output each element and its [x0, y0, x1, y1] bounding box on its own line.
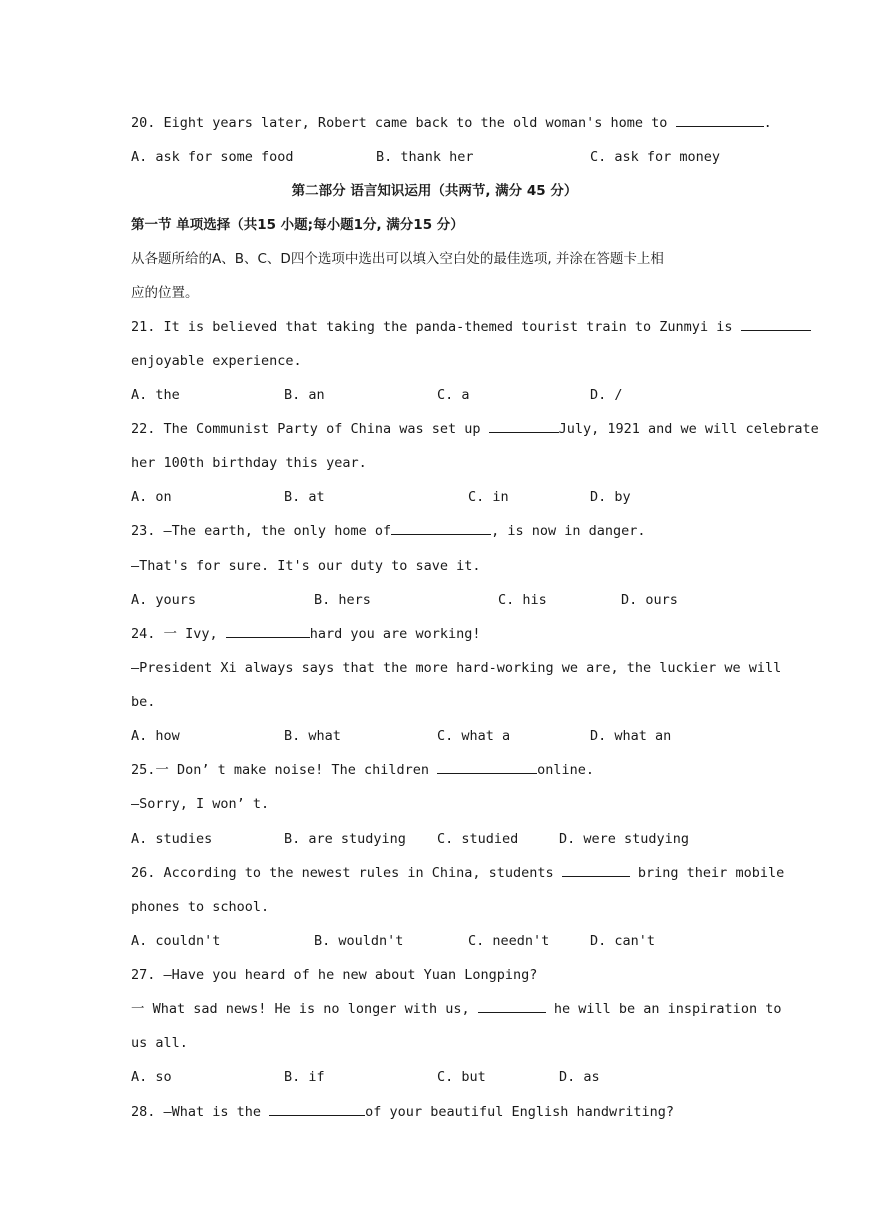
- q20-text: 20. Eight years later, Robert came back to the old woman's home to: [131, 115, 676, 131]
- question-22: 22. The Communist Party of China was set up July, 1921 and we will celebrate: [131, 421, 819, 437]
- answer-blank: [741, 318, 811, 331]
- q23-option-c: C. his: [498, 592, 547, 608]
- q21-option-c: C. a: [437, 387, 470, 403]
- answer-blank: [437, 761, 537, 774]
- answer-blank: [562, 864, 630, 877]
- q25-option-a: A. studies: [131, 831, 213, 847]
- q20-option-a: A. ask for some food: [131, 149, 294, 165]
- q21-line2: enjoyable experience.: [131, 353, 302, 369]
- q21-option-a: A. the: [131, 387, 180, 403]
- q23-option-b: B. hers: [314, 592, 371, 608]
- q23-line2: —That's for sure. It's our duty to save it.: [131, 558, 481, 574]
- section1-title: 第一节 单项选择（共15 小题;每小题1分, 满分15 分）: [131, 217, 464, 233]
- q23-option-d: D. ours: [621, 592, 678, 608]
- question-20: 20. Eight years later, Robert came back to the old woman's home to .: [131, 115, 772, 131]
- q26-option-a: A. couldn't: [131, 933, 221, 949]
- q21-option-b: B. an: [284, 387, 325, 403]
- q24-option-c: C. what a: [437, 728, 511, 744]
- q26-option-d: D. can't: [590, 933, 656, 949]
- q27-option-a: A. so: [131, 1069, 172, 1085]
- q23-option-a: A. yours: [131, 592, 197, 608]
- q26-option-c: C. needn't: [468, 933, 550, 949]
- q25-line2: —Sorry, I won’ t.: [131, 796, 270, 812]
- q27-option-b: B. if: [284, 1069, 325, 1085]
- q22-option-d: D. by: [590, 489, 631, 505]
- q25-option-b: B. are studying: [284, 831, 406, 847]
- answer-blank: [226, 625, 310, 638]
- answer-blank: [269, 1103, 365, 1116]
- instructions-line2: 应的位置。: [131, 285, 199, 301]
- q22-line2: her 100th birthday this year.: [131, 455, 367, 471]
- q24-option-d: D. what an: [590, 728, 672, 744]
- answer-blank: [391, 522, 491, 535]
- q24-line3: be.: [131, 694, 156, 710]
- q27-line3: us all.: [131, 1035, 188, 1051]
- q26-option-b: B. wouldn't: [314, 933, 404, 949]
- q24-option-a: A. how: [131, 728, 180, 744]
- answer-blank: [676, 114, 764, 127]
- q24-option-b: B. what: [284, 728, 341, 744]
- q21-option-d: D. /: [590, 387, 623, 403]
- q26-line2: phones to school.: [131, 899, 270, 915]
- q25-option-d: D. were studying: [559, 831, 690, 847]
- q27-option-d: D. as: [559, 1069, 600, 1085]
- question-23: 23. —The earth, the only home of , is now in danger.: [131, 523, 646, 539]
- q22-option-a: A. on: [131, 489, 172, 505]
- question-24: 24. 一 Ivy, hard you are working!: [131, 626, 481, 642]
- instructions-line1: 从各题所给的A、B、C、D四个选项中选出可以填入空白处的最佳选项, 并涂在答题卡上相: [131, 251, 664, 267]
- q25-option-c: C. studied: [437, 831, 519, 847]
- q24-line2: —President Xi always says that the more hard-working we are, the luckier we will: [131, 660, 782, 676]
- q20-option-b: B. thank her: [376, 149, 474, 165]
- question-28: 28. —What is the of your beautiful English handwriting?: [131, 1104, 675, 1120]
- q27-option-c: C. but: [437, 1069, 486, 1085]
- q20-option-c: C. ask for money: [590, 149, 721, 165]
- part2-title: 第二部分 语言知识运用（共两节, 满分 45 分）: [291, 183, 578, 199]
- question-27: 27. —Have you heard of he new about Yuan Longping?: [131, 967, 538, 983]
- answer-blank: [478, 1000, 546, 1013]
- question-21: 21. It is believed that taking the panda-themed tourist train to Zunmyi is: [131, 318, 811, 336]
- question-25: 25.一 Don’ t make noise! The children online.: [131, 762, 595, 778]
- q27-line2: 一 What sad news! He is no longer with us, he will be an inspiration to: [131, 1001, 782, 1017]
- question-26: 26. According to the newest rules in China, students bring their mobile: [131, 865, 785, 881]
- q22-option-b: B. at: [284, 489, 325, 505]
- q22-option-c: C. in: [468, 489, 509, 505]
- answer-blank: [489, 420, 559, 433]
